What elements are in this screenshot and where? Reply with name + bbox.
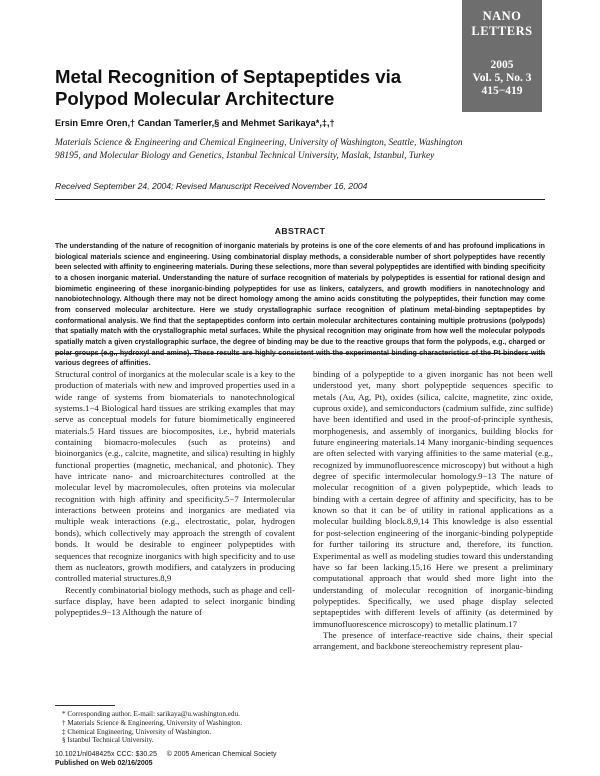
journal-badge: [462, 0, 542, 112]
footnotes: [62, 710, 242, 745]
header-divider: [55, 199, 545, 200]
paper-title: Metal Recognition of Septapeptides via Polypod Molecular Architecture: [55, 66, 402, 109]
abstract-heading: ABSTRACT: [274, 226, 326, 236]
journal-pages: 415−419: [481, 85, 523, 97]
body-paragraph: Structural control of inorganics at the molecular scale is a key to the production of materials with new and improved properties used in a wide range of systems from biomaterials to nanotechnological systems.1−4 Biological hard tissues are striking examples that may serve as conceptual models for future biomimetically engineered materials.5 Hard tissues are biocomposites, i.e., hybrid materials containing biomacro-molecules (such as proteins) and bioinorganics (e.g., calcite, magnetite, and silica) resulting in highly functional properties (magnetic, mechanical, and photonic). They have intricate nano- and microarchitectures controlled at the molecular level by macromolecules, often proteins via molecular recognition with high affinity and specificity.5−7 Intermolecular interactions between proteins and inorganics are mediated via multiple weak interactions (e.g., electrostatic, polar, hydrogen bonds), which collectively may approach the strength of covalent bonds. It would be desirable to engineer polypeptides with sequences that recognize inorganics with high specificity and to use them as nucleators, growth modifiers, and catalyzers in producing controlled material structures.8,9: [55, 369, 295, 584]
footnote-section: § Istanbul Technical University.: [62, 736, 154, 745]
footnote-corresponding: * Corresponding author. E-mail: sarikaya@u.washington.edu.: [62, 710, 240, 718]
right-column: [313, 369, 553, 653]
author-list: Ersin Emre Oren,† Candan Tamerler,§ and Mehmet Sarikaya*,‡,†: [55, 118, 335, 128]
abstract-body: The understanding of the nature of recognition of inorganic materials by proteins is one of the core elements of and has profound implications in biological materials science and engineering. Using combinatorial display methods, a considerable number of short polypeptides have recently been selected with affinity to engineering materials. During these selections, more than several polypeptides are identified with binding specificity to a chosen inorganic material. Understanding the nature of surface recognition of materials by polypeptides is essential for rational design and biomimetic engineering of these inorganic-binding polypeptides for use as linkers, catalyzers, and growth modifiers in nanotechnology and nanobiotechnology. Although there may not be direct homology among the amino acids constituting the polypeptides, their function may come from conserved molecular architecture. Here we study crystallographic surface recognition of platinum metal-binding septapeptides by conformational analysis. We find that the septapeptides conform into certain molecular architectures containing multiple protrusions (polypods) that spatially match with the crystallographic metal surfaces. While the physical recognition may originate from how well the molecular polypods spatially match a given crystallographic surface, the degree of binding may be due to the reactive groups that form the polypods, e.g., charged or various degrees of affinities.: [55, 243, 545, 368]
publication-info: [55, 751, 277, 768]
doi-line: 10.1021/nl048425x CCC: $30.25 © 2005 American Chemical Society: [55, 751, 277, 758]
affiliations: Materials Science & Engineering and Chemical Engineering, University of Washington, Seattle, Washington 98195, and Molecular Biology and Genetics, Istanbul Technical University, Maslak, Istanbul, Turkey: [55, 138, 463, 161]
journal-volume: Vol. 5, No. 3: [472, 72, 532, 84]
body-paragraph: Recently combinatorial biology methods, such as phage and cell-surface display, have been adapted to select inorganic binding polypeptides.9−13 Although the nature of: [55, 584, 295, 618]
body-paragraph: The presence of interface-reactive side chains, their special arrangement, and backbone stereochemistry represent plau-: [313, 629, 553, 652]
journal-name-line2: LETTERS: [471, 24, 533, 38]
footnote-divider: [55, 705, 115, 706]
published-date: Published on Web 02/16/2005: [55, 759, 153, 767]
journal-name-line1: NANO: [482, 9, 522, 23]
journal-year: 2005: [490, 59, 514, 71]
footnote-dagger: † Materials Science & Engineering, University of Washington.: [62, 718, 243, 727]
footnote-double-dagger: ‡ Chemical Engineering, University of Washington.: [62, 727, 212, 736]
body-paragraph: binding of a polypeptide to a given inorganic has not been well understood yet, many short polypeptide sequences specific to metals (Au, Ag, Pt), oxides (silica, calcite, magnetite, zinc oxide, cuprous oxide), and semiconductors (cadmium sulfide, zinc sulfide) have been identified and used in the proof-of-principle synthesis, morphogenesis, and assembly of inorganics, building blocks for future engineering materials.14 Many inorganic-binding sequences are often selected with varying affinities to the same material (e.g., recognized by immunofluorescence microscopy) but without a high degree of specific intermolecular homology.9−13 The nature of molecular recognition of a given polypeptide, which leads to binding with a certain degree of affinity and specificity, has to be known so that it can be of utility in rational applications as a molecular building block.8,9,14 This knowledge is also essential for post-selection engineering of the inorganic-binding polypeptide for further tailoring its structure and, therefore, its function. Experimental as well as modeling studies toward this understanding have so far been lacking.15,16 Here we present a preliminary computational approach that would shed more light into the understanding of molecular recognition of inorganic-binding polypeptides. Specifically, we used phage display selected septapeptides with different levels of affinity (as determined by immunofluorescence microscopy) to metallic platinum.17: [313, 369, 553, 629]
abstract-divider: [55, 353, 545, 354]
received-dates: Received September 24, 2004; Revised Manuscript Received November 16, 2004: [55, 181, 368, 191]
left-column: [55, 369, 295, 619]
